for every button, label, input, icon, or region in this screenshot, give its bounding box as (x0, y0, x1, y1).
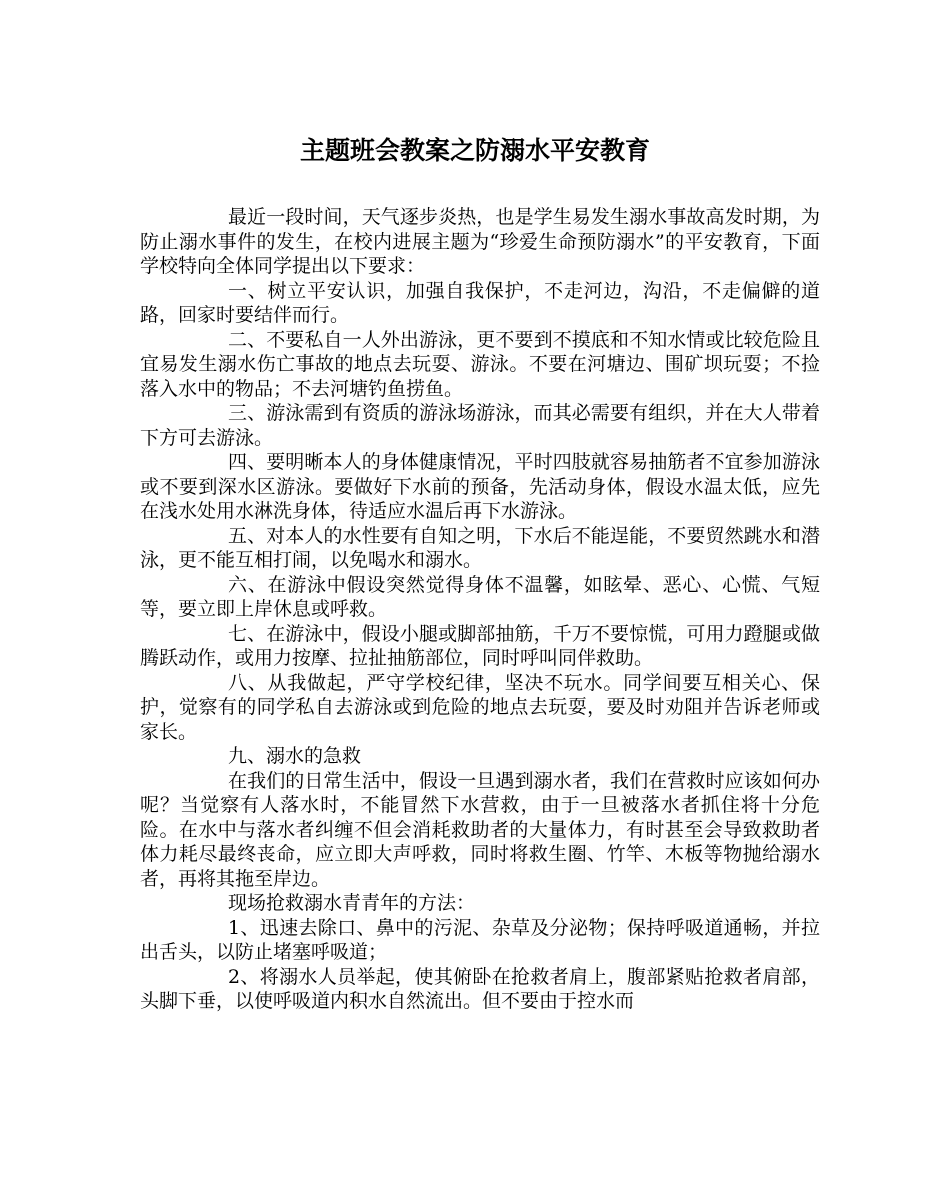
paragraph-rule-8: 八、从我做起，严守学校纪律，坚决不玩水。同学间要互相关心、保护，觉察有的同学私自去游泳或到危险的地点去玩耍，要及时劝阻并告诉老师或家长。 (140, 671, 820, 743)
paragraph-rule-9-heading: 九、溺水的急救 (228, 745, 362, 767)
paragraph-rescue-step-2: 2、将溺水人员举起，使其俯卧在抢救者肩上，腹部紧贴抢救者肩部，头脚下垂，以使呼吸道内积水自然流出。但不要由于控水而 (140, 965, 820, 1012)
paragraph-rule-2: 二、不要私自一人外出游泳，更不要到不摸底和不知水情或比较危险且宜易发生溺水伤亡事故的地点去玩耍、游泳。不要在河塘边、围矿坝玩耍；不捡落入水中的物品；不去河塘钓鱼捞鱼。 (140, 328, 820, 400)
paragraph-rescue-guidance: 在我们的日常生活中，假设一旦遇到溺水者，我们在营救时应该如何办呢？当觉察有人落水时，不能冒然下水营救，由于一旦被落水者抓住将十分危险。在水中与落水者纠缠不但会消耗救助者的大量体力，有时甚至会导致救助者体力耗尽最终丧命，应立即大声呼救，同时将救生圈、竹竿、木板等物抛给溺水者，再将其拖至岸边。 (140, 769, 820, 890)
document-body (140, 205, 820, 1014)
paragraph-rescue-step-1: 1、迅速去除口、鼻中的污泥、杂草及分泌物；保持呼吸道通畅，并拉出舌头，以防止堵塞呼吸道； (140, 916, 820, 963)
paragraph-rescue-methods-heading: 现场抢救溺水青青年的方法： (228, 892, 476, 914)
paragraph-rule-6: 六、在游泳中假设突然觉得身体不温馨，如眩晕、恶心、心慌、气短等，要立即上岸休息或呼救。 (140, 573, 820, 620)
paragraph-rule-1: 一、树立平安认识，加强自我保护，不走河边，沟沿，不走偏僻的道路，回家时要结伴而行。 (140, 279, 820, 326)
paragraph-rule-3: 三、游泳需到有资质的游泳场游泳，而其必需要有组织，并在大人带着下方可去游泳。 (140, 402, 820, 449)
page-title: 主题班会教案之防溺水平安教育 (299, 136, 650, 165)
paragraph-intro: 最近一段时间，天气逐步炎热，也是学生易发生溺水事故高发时期，为防止溺水事件的发生，在校内进展主题为“珍爱生命预防溺水”的平安教育，下面学校特向全体同学提出以下要求： (140, 206, 820, 277)
paragraph-rule-5: 五、对本人的水性要有自知之明，下水后不能逞能，不要贸然跳水和潜泳，更不能互相打闹，以免喝水和溺水。 (140, 524, 820, 571)
paragraph-rule-4: 四、要明晰本人的身体健康情况，平时四肢就容易抽筋者不宜参加游泳或不要到深水区游泳。要做好下水前的预备，先活动身体，假设水温太低，应先在浅水处用水淋洗身体，待适应水温后再下水游泳。 (140, 451, 820, 522)
paragraph-rule-7: 七、在游泳中，假设小腿或脚部抽筋，千万不要惊慌，可用力蹬腿或做腾跃动作，或用力按摩、拉扯抽筋部位，同时呼叫同伴救助。 (140, 622, 820, 669)
